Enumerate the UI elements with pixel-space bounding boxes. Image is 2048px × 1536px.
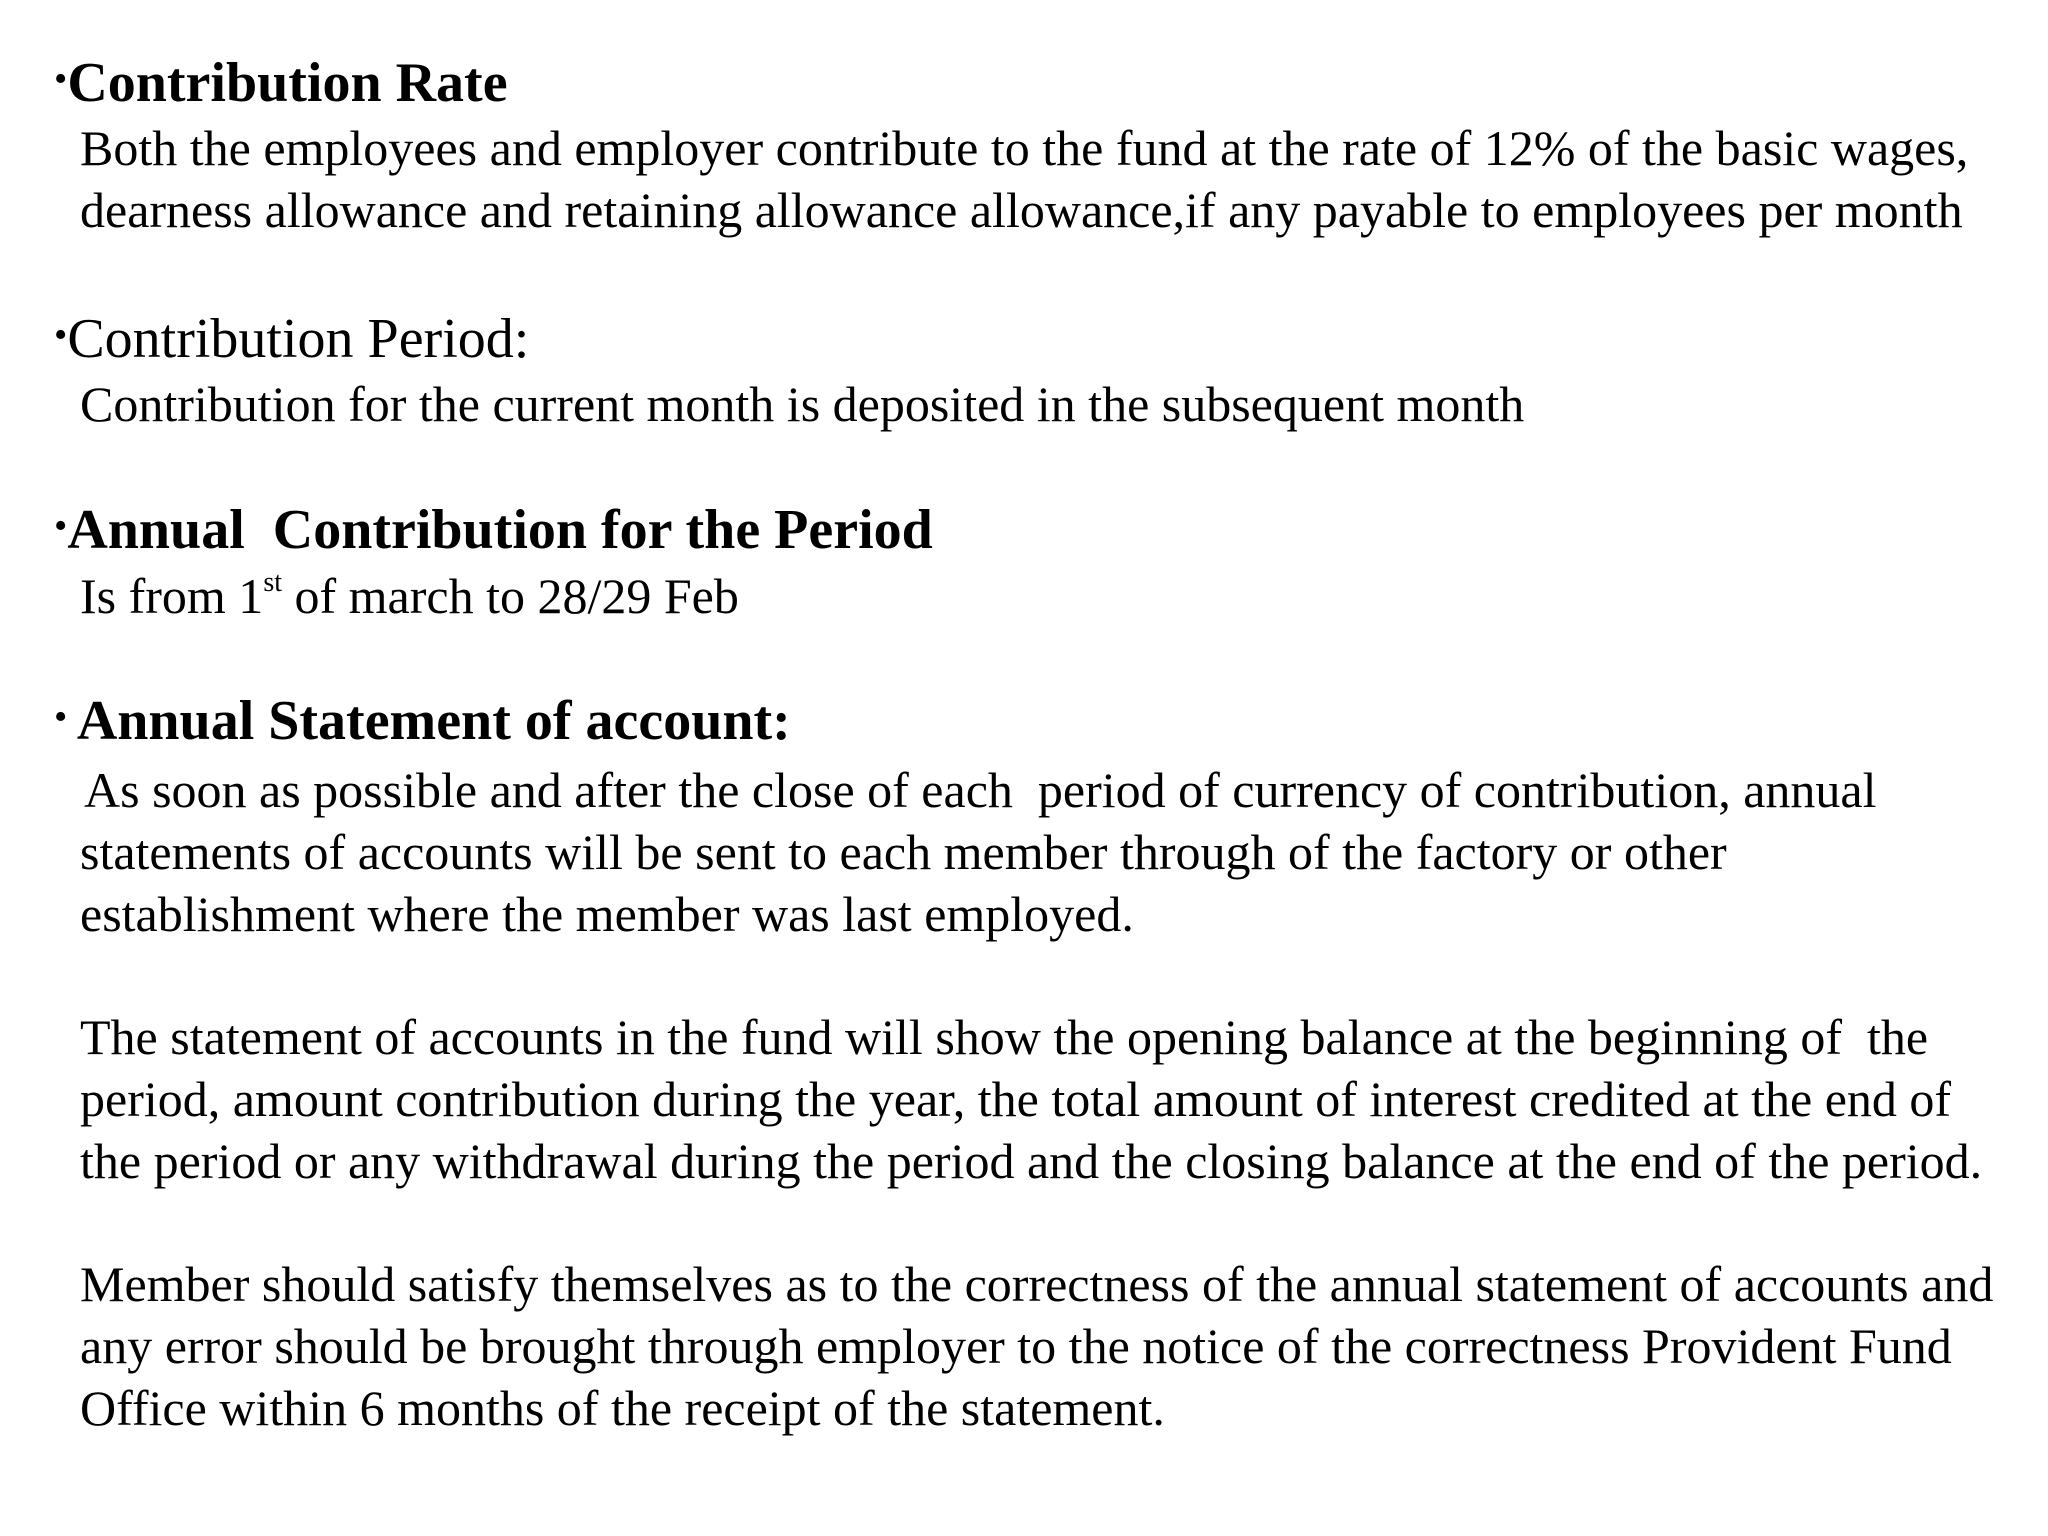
bullet-icon: • [54, 58, 68, 100]
section-heading-annual-contribution [54, 497, 933, 563]
body-line: statements of accounts will be sent to each member through of the factory or other [80, 824, 1727, 880]
body-line: dearness allowance and retaining allowance allowance,if any payable to employees per month [80, 182, 1963, 238]
bullet-icon: • [54, 505, 68, 547]
heading-text: Contribution Period: [67, 308, 530, 370]
heading-text: Annual Statement of account: [76, 690, 791, 752]
ordinal-suffix: st [263, 567, 282, 598]
bullet-icon: • [54, 696, 77, 738]
body-line: Both the employees and employer contribute to the fund at the rate of 12% of the basic wages, [80, 120, 1969, 176]
body-line: The statement of accounts in the fund will show the opening balance at the beginning of the [80, 1009, 1929, 1065]
body-line: establishment where the member was last employed. [80, 886, 1134, 942]
section-heading-contribution-period [54, 306, 529, 372]
period-line [80, 565, 739, 627]
heading-text: Annual Contribution for the Period [67, 499, 933, 561]
body-line: any error should be brought through employer to the notice of the correctness Provident Fund [80, 1318, 1952, 1374]
bullet-icon: • [54, 314, 68, 356]
body-line: Member should satisfy themselves as to the correctness of the annual statement of accounts and [80, 1256, 1994, 1312]
body-line: As soon as possible and after the close of each period of currency of contribution, annual [84, 762, 1877, 818]
body-line: Contribution for the current month is deposited in the subsequent month [80, 376, 1525, 432]
period-prefix: Is from 1 [80, 568, 264, 624]
period-suffix: of march to 28/29 Feb [282, 568, 739, 624]
section-heading-contribution-rate [54, 50, 508, 116]
body-line: the period or any withdrawal during the period and the closing balance at the end of the period. [80, 1133, 1983, 1189]
heading-text: Contribution Rate [67, 52, 508, 114]
body-line: period, amount contribution during the year, the total amount of interest credited at the end of [80, 1071, 1952, 1127]
body-line: Office within 6 months of the receipt of the statement. [80, 1380, 1165, 1436]
section-heading-annual-statement [54, 688, 791, 754]
